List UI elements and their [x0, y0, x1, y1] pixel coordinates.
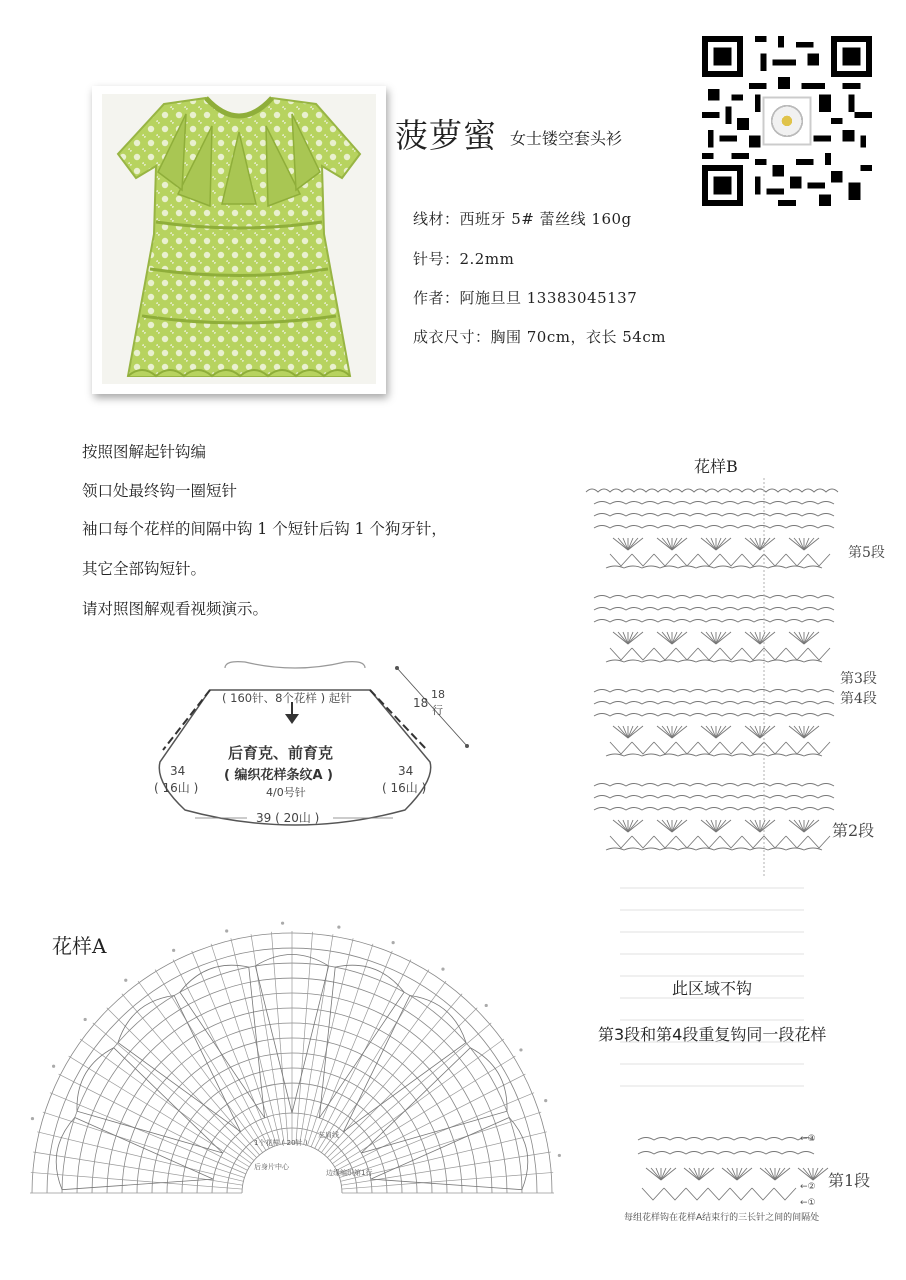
pattern-b-first-segment-row [638, 1152, 814, 1155]
pattern-b-v-row [764, 648, 786, 660]
pattern-b-v-row [786, 554, 808, 566]
pattern-b-fan-row [706, 632, 716, 644]
pattern-b-first-segment-v-row [642, 1188, 664, 1200]
pattern-b-v-row [610, 554, 632, 566]
pattern-b-fan-row [760, 632, 770, 644]
pattern-b-seg2: 第2段 [832, 821, 875, 840]
pattern-b-edge-row [586, 489, 838, 492]
page-subtitle: 女士镂空套头衫 [510, 129, 623, 148]
pattern-b-row-mark-3: ←③ [800, 1134, 816, 1144]
pattern-b-v-row [720, 648, 742, 660]
pattern-b-lace-row [606, 566, 822, 568]
pattern-b-v-row [742, 554, 764, 566]
pattern-b-row-mark-1: ←① [800, 1198, 816, 1208]
pattern-b-lace-row [594, 784, 834, 787]
pattern-a-edge-stitch [52, 1065, 55, 1068]
pattern-b-v-row [676, 554, 698, 566]
page-title: 菠萝蜜 [395, 116, 497, 155]
pattern-b-lace-row [594, 608, 834, 611]
pattern-b-fan-row [618, 632, 628, 644]
pattern-b-v-row [676, 648, 698, 660]
spec-author: 作者：阿施旦旦 13383045137 [413, 289, 638, 307]
pattern-b-first-segment-v-row [730, 1188, 752, 1200]
pattern-b-fan-row [672, 538, 682, 550]
pattern-a-ray [33, 1152, 242, 1185]
pattern-b-lace-row [594, 690, 834, 693]
pattern-a-caption-edge: 边缘编织第1行 [326, 1169, 373, 1177]
pattern-b-v-row [698, 742, 720, 754]
pattern-b-v-row [808, 836, 830, 848]
pattern-b-v-row [764, 742, 786, 754]
instruction-line-3: 袖口每个花样的间隔中钩 1 个短针后钩 1 个狗牙针， [82, 520, 447, 538]
pattern-b-fan-row [628, 820, 638, 832]
pattern-b-seg3: 第3段 [840, 671, 877, 687]
pattern-b-fan-row [750, 538, 760, 550]
pattern-a-edge-stitch [558, 1154, 561, 1157]
pattern-b-v-row [632, 554, 654, 566]
pattern-b-lace-row [594, 526, 834, 529]
pattern-a-edge-stitch [31, 1117, 34, 1120]
pattern-b-v-row [742, 742, 764, 754]
pattern-b-fan-row [706, 538, 716, 550]
pattern-a-edge-stitch [519, 1048, 522, 1051]
pattern-a-edge-stitch [485, 1004, 488, 1007]
pattern-b-v-row [654, 742, 676, 754]
pattern-b-lace-row [606, 660, 822, 662]
pattern-b-fan-row [706, 820, 716, 832]
pattern-b-fan-row [618, 820, 628, 832]
pattern-b-fan-row [750, 632, 760, 644]
pattern-b-v-row [786, 648, 808, 660]
yoke-hook: 4/0号针 [266, 786, 306, 799]
pattern-a-ray [341, 1152, 550, 1185]
pattern-a-edge-stitch [392, 941, 395, 944]
pattern-b-fan-row [662, 820, 672, 832]
pattern-b-v-row [720, 742, 742, 754]
pattern-a-edge-stitch [84, 1018, 87, 1021]
pattern-b-seg1: 第1段 [828, 1171, 871, 1190]
pattern-b-v-row [808, 648, 830, 660]
pattern-b-fan-row [804, 726, 814, 738]
pattern-b-first-segment-v-row [664, 1188, 686, 1200]
pattern-b-first-segment-v-row [774, 1188, 796, 1200]
pattern-b-fan-row [706, 726, 716, 738]
pattern-a-ray [211, 944, 277, 1146]
pattern-a-edge-stitch [281, 922, 284, 925]
pattern-b-fan-row [628, 726, 638, 738]
yoke-bottom-width: 39 ( 20山 ) [256, 811, 320, 825]
pattern-b-fan-row [794, 820, 804, 832]
pattern-b-seg4: 第4段 [840, 691, 877, 707]
pattern-b-first-segment-fan [803, 1168, 813, 1180]
yoke-right-width: 34 [398, 764, 414, 778]
pattern-b-fan-row [716, 538, 726, 550]
yoke-height-rows-unit: 行 [432, 704, 443, 717]
pattern-a-ray [107, 1008, 257, 1158]
spec-size: 成衣尺寸：胸围 70cm，衣长 54cm [413, 328, 666, 346]
pattern-b-seg5: 第5段 [848, 545, 885, 561]
pattern-a-label: 花样A [52, 934, 107, 958]
pattern-b-label: 花样B [694, 457, 738, 476]
pattern-b-v-row [786, 836, 808, 848]
pattern-b-fan-row [794, 538, 804, 550]
pattern-b-first-segment-fan [775, 1168, 785, 1180]
pattern-b-fan-row [760, 726, 770, 738]
yoke-pattern: ( 编织花样条纹A ) [224, 768, 333, 783]
pattern-b-lace-row [594, 514, 834, 517]
yoke-height-rows-num: 18 [431, 688, 445, 701]
yoke-name: 后育克、前育克 [228, 744, 334, 762]
pattern-b-first-segment-v-row [708, 1188, 730, 1200]
pattern-a-caption-shoulder: 左肩线 [318, 1131, 339, 1139]
pattern-b-lace-row [594, 796, 834, 799]
pattern-a-edge-stitch [124, 979, 127, 982]
pattern-b-lace-row [594, 808, 834, 811]
pattern-b-v-row [698, 648, 720, 660]
pattern-a-caption-repeat: 1个花样 ( 20针 ) [254, 1139, 308, 1147]
garment-photo-frame [92, 86, 386, 394]
pattern-b-v-row [654, 648, 676, 660]
pattern-b-fan-row [672, 820, 682, 832]
pattern-a-caption-center: 后身片中心 [254, 1163, 289, 1171]
pattern-b-fan-row [672, 632, 682, 644]
pattern-b-first-segment-fan [727, 1168, 737, 1180]
pattern-b-v-row [742, 648, 764, 660]
pattern-b-first-segment-fan [813, 1168, 823, 1180]
pattern-b-fan-row [662, 632, 672, 644]
pattern-a-ray [327, 1008, 477, 1158]
pattern-a-edge-stitch [441, 968, 444, 971]
pattern-b-fan-row [804, 538, 814, 550]
pattern-b-v-row [632, 742, 654, 754]
pattern-b-fan-row [716, 726, 726, 738]
instruction-line-1: 按照图解起针钩编 [82, 443, 207, 461]
pattern-b-fan-row [760, 538, 770, 550]
pattern-a-edge-stitch [225, 929, 228, 932]
pattern-b-fan-row [662, 726, 672, 738]
pattern-b-v-row [764, 554, 786, 566]
pattern-a-edge-stitch [172, 949, 175, 952]
pattern-b-first-segment-fan [661, 1168, 671, 1180]
pattern-b-fan-row [716, 820, 726, 832]
pattern-a-ray [231, 938, 280, 1144]
pattern-b-v-row [610, 836, 632, 848]
pattern-b-fan-row [804, 632, 814, 644]
spec-hook: 针号：2.2mm [413, 250, 515, 268]
pattern-b-lace-row [594, 620, 834, 623]
instruction-line-2: 领口处最终钩一圈短针 [82, 482, 238, 500]
pattern-b-fan-row [760, 820, 770, 832]
pattern-b-lace-row [594, 596, 834, 599]
garment-photo [102, 94, 376, 384]
pattern-b-first-segment-fan [689, 1168, 699, 1180]
pattern-b-v-row [654, 554, 676, 566]
pattern-b-fan-row [794, 632, 804, 644]
pattern-b-fan-row [672, 726, 682, 738]
yoke-right-ridges: ( 16山 ) [382, 781, 427, 795]
pattern-b-note-skip: 此区域不钩 [672, 979, 753, 998]
pattern-b-v-row [808, 554, 830, 566]
yoke-height: 18 [413, 696, 429, 710]
pattern-a-chart [30, 908, 590, 1198]
pattern-b-v-row [698, 836, 720, 848]
yoke-left-ridges: ( 16山 ) [154, 781, 199, 795]
pattern-a-ray [307, 944, 373, 1146]
pattern-a-ray [304, 938, 353, 1144]
pattern-b-v-row [808, 742, 830, 754]
pattern-b-v-row [676, 836, 698, 848]
pattern-b-v-row [720, 554, 742, 566]
pattern-b-v-row [698, 554, 720, 566]
pattern-b-lace-row [606, 848, 822, 850]
pattern-b-v-row [676, 742, 698, 754]
pattern-b-lace-row [594, 502, 834, 505]
pattern-b-fan-row [618, 726, 628, 738]
crochet-top-illustration [102, 94, 376, 384]
yoke-left-width: 34 [170, 764, 186, 778]
pattern-b-v-row [632, 836, 654, 848]
pattern-b-v-row [632, 648, 654, 660]
pattern-b-fan-row [804, 820, 814, 832]
pattern-b-fan-row [750, 726, 760, 738]
pattern-b-v-row [742, 836, 764, 848]
yoke-start-label: ( 160针、8个花样 ) 起针 [222, 691, 352, 705]
qr-code [702, 36, 872, 206]
pattern-b-first-segment-fan [699, 1168, 709, 1180]
pattern-b-fan-row [794, 726, 804, 738]
pattern-b-row-mark-2: ←② [800, 1182, 816, 1192]
instruction-line-4: 其它全部钩短针。 [82, 560, 207, 578]
pattern-a-edge-stitch [544, 1099, 547, 1102]
pattern-b-first-segment-v-row [752, 1188, 774, 1200]
pattern-a-ray [37, 1132, 243, 1181]
pattern-b-first-segment-fan [765, 1168, 775, 1180]
pattern-b-chart [580, 478, 850, 1218]
pattern-b-v-row [654, 836, 676, 848]
pattern-b-v-row [786, 742, 808, 754]
pattern-b-v-row [764, 836, 786, 848]
pattern-b-first-segment-fan [651, 1168, 661, 1180]
pattern-b-lace-row [594, 702, 834, 705]
pattern-b-first-segment-v-row [686, 1188, 708, 1200]
pattern-a-edge-stitch [337, 926, 340, 929]
pattern-b-v-row [720, 836, 742, 848]
instruction-line-5: 请对照图解观看视频演示。 [82, 600, 269, 618]
pattern-b-note-repeat: 第3段和第4段重复钩同一段花样 [598, 1025, 827, 1044]
pattern-b-first-segment-fan [737, 1168, 747, 1180]
pattern-b-v-row [610, 648, 632, 660]
pattern-b-fan-row [662, 538, 672, 550]
pattern-b-v-row [610, 742, 632, 754]
pattern-b-lace-row [606, 754, 822, 756]
pattern-b-fan-row [716, 632, 726, 644]
spec-yarn: 线材：西班牙 5# 蕾丝线 160g [413, 210, 632, 228]
pattern-b-fan-row [618, 538, 628, 550]
pattern-b-lace-row [594, 714, 834, 717]
pattern-b-fan-row [628, 632, 638, 644]
pattern-b-fan-row [750, 820, 760, 832]
pattern-b-first-segment-row [638, 1138, 814, 1141]
pattern-b-fan-row [628, 538, 638, 550]
pattern-b-footnote: 每组花样钩在花样A结束行的三长针之间的间隔处 [624, 1213, 820, 1223]
